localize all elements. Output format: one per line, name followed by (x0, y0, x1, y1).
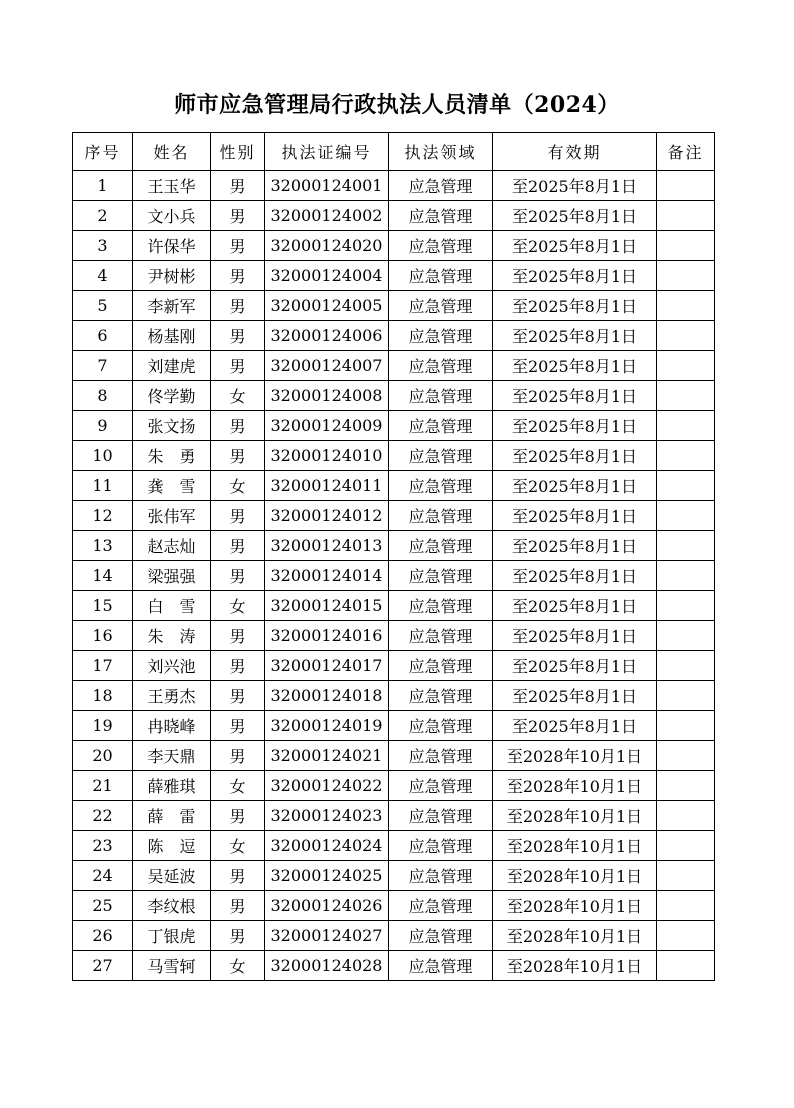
cell-cert: 32000124015 (265, 591, 389, 621)
cell-valid: 至2025年8月1日 (493, 441, 657, 471)
cell-field: 应急管理 (389, 741, 493, 771)
cell-gender: 男 (211, 891, 265, 921)
cell-note (657, 951, 715, 981)
cell-note (657, 561, 715, 591)
table-row (73, 951, 715, 981)
table-row (73, 201, 715, 231)
cell-cert: 32000124013 (265, 531, 389, 561)
cell-cert: 32000124008 (265, 381, 389, 411)
cell-cert: 32000124006 (265, 321, 389, 351)
cell-name: 张文扬 (133, 411, 211, 441)
cell-name: 薛 雷 (133, 801, 211, 831)
table-row (73, 801, 715, 831)
cell-name: 朱 涛 (133, 621, 211, 651)
table-row (73, 621, 715, 651)
table-row (73, 891, 715, 921)
header-note: 备注 (657, 133, 715, 171)
cell-name: 李天鼎 (133, 741, 211, 771)
cell-field: 应急管理 (389, 411, 493, 441)
cell-gender: 男 (211, 231, 265, 261)
cell-gender: 女 (211, 831, 265, 861)
table-row (73, 441, 715, 471)
cell-cert: 32000124019 (265, 711, 389, 741)
cell-gender: 男 (211, 261, 265, 291)
cell-no: 18 (73, 681, 133, 711)
cell-gender: 男 (211, 861, 265, 891)
cell-no: 7 (73, 351, 133, 381)
cell-note (657, 441, 715, 471)
table-row (73, 291, 715, 321)
cell-field: 应急管理 (389, 831, 493, 861)
cell-note (657, 471, 715, 501)
table-row (73, 381, 715, 411)
cell-cert: 32000124023 (265, 801, 389, 831)
cell-gender: 男 (211, 411, 265, 441)
cell-no: 27 (73, 951, 133, 981)
table-row (73, 171, 715, 201)
cell-field: 应急管理 (389, 771, 493, 801)
cell-gender: 女 (211, 771, 265, 801)
cell-valid: 至2025年8月1日 (493, 321, 657, 351)
cell-no: 13 (73, 531, 133, 561)
cell-field: 应急管理 (389, 291, 493, 321)
cell-gender: 男 (211, 501, 265, 531)
table-row (73, 591, 715, 621)
table-row (73, 771, 715, 801)
cell-gender: 男 (211, 741, 265, 771)
cell-note (657, 501, 715, 531)
cell-no: 20 (73, 741, 133, 771)
cell-no: 12 (73, 501, 133, 531)
table-row (73, 531, 715, 561)
cell-note (657, 801, 715, 831)
cell-cert: 32000124022 (265, 771, 389, 801)
cell-field: 应急管理 (389, 711, 493, 741)
cell-gender: 女 (211, 951, 265, 981)
cell-note (657, 321, 715, 351)
cell-no: 5 (73, 291, 133, 321)
cell-note (657, 921, 715, 951)
cell-name: 王勇杰 (133, 681, 211, 711)
cell-no: 3 (73, 231, 133, 261)
cell-note (657, 621, 715, 651)
cell-cert: 32000124011 (265, 471, 389, 501)
cell-note (657, 231, 715, 261)
table-header-row (73, 133, 715, 171)
cell-note (657, 381, 715, 411)
cell-name: 许保华 (133, 231, 211, 261)
cell-cert: 32000124021 (265, 741, 389, 771)
cell-name: 马雪轲 (133, 951, 211, 981)
cell-cert: 32000124005 (265, 291, 389, 321)
cell-note (657, 891, 715, 921)
cell-note (657, 531, 715, 561)
cell-no: 4 (73, 261, 133, 291)
cell-valid: 至2025年8月1日 (493, 381, 657, 411)
cell-name: 薛雅琪 (133, 771, 211, 801)
cell-cert: 32000124007 (265, 351, 389, 381)
cell-no: 10 (73, 441, 133, 471)
header-valid: 有效期 (493, 133, 657, 171)
cell-valid: 至2028年10月1日 (493, 801, 657, 831)
cell-valid: 至2025年8月1日 (493, 531, 657, 561)
cell-valid: 至2028年10月1日 (493, 921, 657, 951)
cell-no: 23 (73, 831, 133, 861)
cell-valid: 至2025年8月1日 (493, 651, 657, 681)
cell-valid: 至2025年8月1日 (493, 711, 657, 741)
cell-field: 应急管理 (389, 681, 493, 711)
cell-valid: 至2025年8月1日 (493, 681, 657, 711)
cell-cert: 32000124018 (265, 681, 389, 711)
cell-name: 陈 逗 (133, 831, 211, 861)
cell-valid: 至2025年8月1日 (493, 501, 657, 531)
cell-note (657, 291, 715, 321)
cell-gender: 男 (211, 201, 265, 231)
cell-gender: 男 (211, 711, 265, 741)
cell-gender: 男 (211, 651, 265, 681)
cell-name: 吴延波 (133, 861, 211, 891)
header-name: 姓名 (133, 133, 211, 171)
cell-field: 应急管理 (389, 441, 493, 471)
cell-gender: 男 (211, 531, 265, 561)
cell-no: 15 (73, 591, 133, 621)
cell-no: 1 (73, 171, 133, 201)
cell-name: 龚 雪 (133, 471, 211, 501)
cell-cert: 32000124025 (265, 861, 389, 891)
cell-gender: 女 (211, 591, 265, 621)
cell-note (657, 351, 715, 381)
cell-name: 刘建虎 (133, 351, 211, 381)
cell-field: 应急管理 (389, 591, 493, 621)
cell-valid: 至2028年10月1日 (493, 741, 657, 771)
cell-field: 应急管理 (389, 231, 493, 261)
cell-no: 25 (73, 891, 133, 921)
cell-gender: 女 (211, 381, 265, 411)
cell-field: 应急管理 (389, 651, 493, 681)
cell-field: 应急管理 (389, 951, 493, 981)
cell-no: 26 (73, 921, 133, 951)
cell-valid: 至2028年10月1日 (493, 891, 657, 921)
cell-no: 22 (73, 801, 133, 831)
cell-no: 6 (73, 321, 133, 351)
cell-cert: 32000124001 (265, 171, 389, 201)
table-row (73, 921, 715, 951)
cell-field: 应急管理 (389, 351, 493, 381)
cell-field: 应急管理 (389, 801, 493, 831)
cell-note (657, 861, 715, 891)
cell-valid: 至2025年8月1日 (493, 231, 657, 261)
page-title: 师市应急管理局行政执法人员清单（2024） (174, 92, 620, 118)
cell-no: 2 (73, 201, 133, 231)
table-row (73, 681, 715, 711)
cell-gender: 男 (211, 621, 265, 651)
table-body (73, 171, 715, 981)
cell-no: 14 (73, 561, 133, 591)
cell-field: 应急管理 (389, 201, 493, 231)
cell-valid: 至2025年8月1日 (493, 591, 657, 621)
cell-valid: 至2028年10月1日 (493, 831, 657, 861)
cell-no: 9 (73, 411, 133, 441)
cell-name: 白 雪 (133, 591, 211, 621)
cell-cert: 32000124004 (265, 261, 389, 291)
cell-name: 佟学勤 (133, 381, 211, 411)
cell-cert: 32000124024 (265, 831, 389, 861)
table-row (73, 651, 715, 681)
cell-name: 朱 勇 (133, 441, 211, 471)
cell-gender: 男 (211, 171, 265, 201)
cell-cert: 32000124002 (265, 201, 389, 231)
table-row (73, 501, 715, 531)
cell-note (657, 171, 715, 201)
cell-gender: 男 (211, 441, 265, 471)
cell-field: 应急管理 (389, 531, 493, 561)
cell-cert: 32000124017 (265, 651, 389, 681)
cell-gender: 男 (211, 561, 265, 591)
cell-valid: 至2025年8月1日 (493, 291, 657, 321)
cell-cert: 32000124012 (265, 501, 389, 531)
personnel-table (72, 132, 715, 981)
cell-valid: 至2028年10月1日 (493, 951, 657, 981)
cell-valid: 至2028年10月1日 (493, 771, 657, 801)
cell-valid: 至2025年8月1日 (493, 471, 657, 501)
cell-cert: 32000124028 (265, 951, 389, 981)
cell-field: 应急管理 (389, 861, 493, 891)
cell-note (657, 711, 715, 741)
cell-name: 冉晓峰 (133, 711, 211, 741)
table-row (73, 711, 715, 741)
cell-valid: 至2025年8月1日 (493, 351, 657, 381)
table-row (73, 831, 715, 861)
cell-field: 应急管理 (389, 171, 493, 201)
cell-name: 刘兴池 (133, 651, 211, 681)
header-field: 执法领域 (389, 133, 493, 171)
cell-name: 赵志灿 (133, 531, 211, 561)
cell-valid: 至2025年8月1日 (493, 171, 657, 201)
cell-no: 21 (73, 771, 133, 801)
table-row (73, 411, 715, 441)
cell-no: 24 (73, 861, 133, 891)
cell-note (657, 261, 715, 291)
cell-note (657, 411, 715, 441)
cell-note (657, 591, 715, 621)
table-row (73, 351, 715, 381)
table-row (73, 471, 715, 501)
cell-no: 11 (73, 471, 133, 501)
table-row (73, 321, 715, 351)
cell-cert: 32000124027 (265, 921, 389, 951)
cell-cert: 32000124026 (265, 891, 389, 921)
cell-field: 应急管理 (389, 471, 493, 501)
cell-no: 16 (73, 621, 133, 651)
cell-note (657, 771, 715, 801)
header-gender: 性别 (211, 133, 265, 171)
cell-name: 文小兵 (133, 201, 211, 231)
cell-field: 应急管理 (389, 621, 493, 651)
cell-name: 杨基刚 (133, 321, 211, 351)
cell-name: 丁银虎 (133, 921, 211, 951)
cell-gender: 男 (211, 351, 265, 381)
cell-field: 应急管理 (389, 921, 493, 951)
cell-note (657, 831, 715, 861)
cell-cert: 32000124009 (265, 411, 389, 441)
cell-gender: 男 (211, 801, 265, 831)
cell-name: 梁强强 (133, 561, 211, 591)
cell-gender: 男 (211, 291, 265, 321)
cell-cert: 32000124010 (265, 441, 389, 471)
cell-field: 应急管理 (389, 501, 493, 531)
cell-gender: 男 (211, 921, 265, 951)
cell-field: 应急管理 (389, 381, 493, 411)
cell-cert: 32000124016 (265, 621, 389, 651)
cell-note (657, 741, 715, 771)
cell-no: 8 (73, 381, 133, 411)
cell-cert: 32000124020 (265, 231, 389, 261)
cell-gender: 女 (211, 471, 265, 501)
cell-valid: 至2025年8月1日 (493, 621, 657, 651)
cell-valid: 至2028年10月1日 (493, 861, 657, 891)
cell-field: 应急管理 (389, 891, 493, 921)
cell-valid: 至2025年8月1日 (493, 261, 657, 291)
table-row (73, 231, 715, 261)
header-cert: 执法证编号 (265, 133, 389, 171)
cell-name: 李新军 (133, 291, 211, 321)
cell-gender: 男 (211, 681, 265, 711)
table-row (73, 741, 715, 771)
cell-valid: 至2025年8月1日 (493, 201, 657, 231)
cell-valid: 至2025年8月1日 (493, 561, 657, 591)
cell-note (657, 681, 715, 711)
cell-note (657, 651, 715, 681)
cell-field: 应急管理 (389, 321, 493, 351)
cell-no: 19 (73, 711, 133, 741)
cell-field: 应急管理 (389, 561, 493, 591)
table-row (73, 861, 715, 891)
cell-note (657, 201, 715, 231)
cell-name: 李纹根 (133, 891, 211, 921)
cell-no: 17 (73, 651, 133, 681)
header-no: 序号 (73, 133, 133, 171)
cell-cert: 32000124014 (265, 561, 389, 591)
cell-gender: 男 (211, 321, 265, 351)
cell-name: 王玉华 (133, 171, 211, 201)
table-row (73, 261, 715, 291)
cell-name: 尹树彬 (133, 261, 211, 291)
cell-valid: 至2025年8月1日 (493, 411, 657, 441)
cell-name: 张伟军 (133, 501, 211, 531)
cell-field: 应急管理 (389, 261, 493, 291)
table-row (73, 561, 715, 591)
